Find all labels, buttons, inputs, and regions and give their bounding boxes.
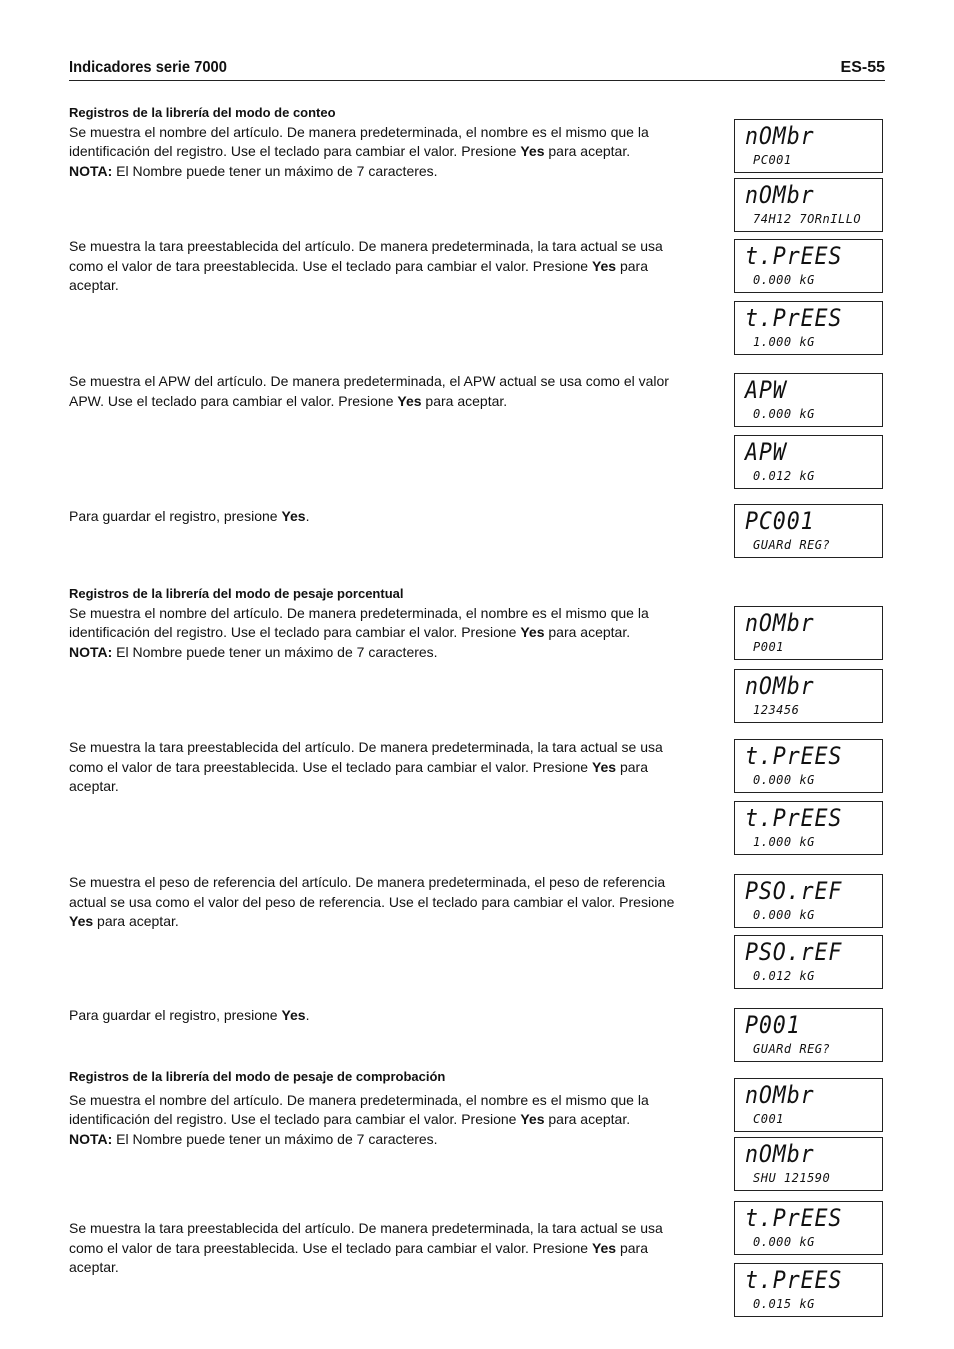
lcd-display — [734, 119, 883, 173]
lcd-sub-text: P001 — [753, 640, 784, 654]
lcd-display — [734, 739, 883, 793]
paragraph-tare: Se muestra la tara preestablecida del artículo. De manera predeterminada, la tara actual se usa como el valor de tara preestablecida. Use el teclado para cambiar el valor. Presione Yes para aceptar. — [69, 238, 663, 293]
lcd-sub-text: PC001 — [753, 153, 792, 167]
lcd-display — [734, 1137, 883, 1191]
lcd-sub-text: 74H12 7ORnILLO — [753, 212, 862, 226]
section-counting-name: Registros de la librería del modo de conteo Se muestra el nombre del artículo. De manera predeterminada, el nombre es el mismo que la identificación del registro. Use el teclado para cambiar el valor. Presione Yes para aceptar. NOTA: El Nombre puede tener un máximo de 7 caracteres. — [69, 103, 697, 181]
lcd-main-text: PC001 — [745, 507, 815, 535]
lcd-main-text: APW — [745, 438, 787, 466]
lcd-main-text: t.PrEES — [745, 304, 843, 332]
lcd-sub-text: 0.012 kG — [753, 969, 815, 983]
page-number: ES-55 — [840, 59, 885, 76]
lcd-main-text: t.PrEES — [745, 804, 843, 832]
paragraph-save: Para guardar el registro, presione Yes. — [69, 1007, 310, 1023]
paragraph-tare: Se muestra la tara preestablecida del artículo. De manera predeterminada, la tara actual se usa como el valor de tara preestablecida. Use el teclado para cambiar el valor. Presione Yes para aceptar. — [69, 1220, 663, 1275]
lcd-display — [734, 435, 883, 489]
lcd-main-text: nOMbr — [745, 181, 815, 209]
lcd-display — [734, 801, 883, 855]
lcd-display — [734, 935, 883, 989]
section-heading: Registros de la librería del modo de pesaje de comprobación — [69, 1069, 446, 1084]
lcd-display — [734, 239, 883, 293]
lcd-main-text: PSO.rEF — [745, 938, 843, 966]
section-check-name: Registros de la librería del modo de pesaje de comprobación Se muestra el nombre del artículo. De manera predeterminada, el nombre es el mismo que la identificación del registro. Use el teclado para cambiar el valor. Presione Yes para aceptar. NOTA: El Nombre puede tener un máximo de 7 caracteres. — [69, 1067, 697, 1149]
lcd-sub-text: 0.000 kG — [753, 273, 815, 287]
paragraph-apw: Se muestra el APW del artículo. De manera predeterminada, el APW actual se usa como el valor APW. Use el teclado para cambiar el valor. Presione Yes para aceptar. — [69, 373, 669, 409]
lcd-main-text: t.PrEES — [745, 242, 843, 270]
lcd-sub-text: GUARd REG? — [753, 1042, 831, 1056]
paragraph-reference-weight: Se muestra el peso de referencia del artículo. De manera predeterminada, el peso de referencia actual se usa como el valor del peso de referencia. Use el teclado para cambiar el valor. Presione Yes para aceptar. — [69, 874, 675, 929]
lcd-main-text: nOMbr — [745, 672, 815, 700]
lcd-main-text: APW — [745, 376, 787, 404]
page-header — [69, 59, 885, 81]
lcd-display — [734, 1078, 883, 1132]
paragraph-save: Para guardar el registro, presione Yes. — [69, 508, 310, 524]
lcd-main-text: t.PrEES — [745, 1204, 843, 1232]
lcd-sub-text: GUARd REG? — [753, 538, 831, 552]
lcd-display — [734, 504, 883, 558]
lcd-display — [734, 874, 883, 928]
section-percent-name: Registros de la librería del modo de pesaje porcentual Se muestra el nombre del artículo. De manera predeterminada, el nombre es el mismo que la identificación del registro. Use el teclado para cambiar el valor. Presione Yes para aceptar. NOTA: El Nombre puede tener un máximo de 7 caracteres. — [69, 584, 697, 662]
lcd-display — [734, 301, 883, 355]
lcd-display — [734, 373, 883, 427]
lcd-main-text: nOMbr — [745, 1140, 815, 1168]
lcd-display — [734, 669, 883, 723]
lcd-sub-text: 1.000 kG — [753, 835, 815, 849]
section-heading: Registros de la librería del modo de pesaje porcentual — [69, 586, 404, 601]
lcd-main-text: nOMbr — [745, 122, 815, 150]
lcd-display — [734, 178, 883, 232]
lcd-sub-text: C001 — [753, 1112, 784, 1126]
section-heading: Registros de la librería del modo de conteo — [69, 105, 336, 120]
lcd-sub-text: 0.000 kG — [753, 1235, 815, 1249]
lcd-main-text: nOMbr — [745, 1081, 815, 1109]
note-label: NOTA: — [69, 643, 113, 660]
lcd-sub-text: 123456 — [753, 703, 800, 717]
lcd-main-text: PSO.rEF — [745, 877, 843, 905]
lcd-sub-text: 0.000 kG — [753, 908, 815, 922]
paragraph-tare: Se muestra la tara preestablecida del artículo. De manera predeterminada, la tara actual se usa como el valor de tara preestablecida. Use el teclado para cambiar el valor. Presione Yes para aceptar. — [69, 739, 663, 794]
lcd-main-text: t.PrEES — [745, 742, 843, 770]
document-title: Indicadores serie 7000 — [69, 59, 227, 76]
lcd-sub-text: 0.012 kG — [753, 469, 815, 483]
lcd-sub-text: 0.015 kG — [753, 1297, 815, 1311]
lcd-sub-text: SHU 121590 — [753, 1171, 831, 1185]
lcd-main-text: t.PrEES — [745, 1266, 843, 1294]
note-label: NOTA: — [69, 1130, 113, 1147]
lcd-sub-text: 1.000 kG — [753, 335, 815, 349]
lcd-display — [734, 1263, 883, 1317]
lcd-display — [734, 1201, 883, 1255]
lcd-sub-text: 0.000 kG — [753, 407, 815, 421]
lcd-display — [734, 606, 883, 660]
lcd-main-text: P001 — [745, 1011, 801, 1039]
lcd-display — [734, 1008, 883, 1062]
lcd-main-text: nOMbr — [745, 609, 815, 637]
note-label: NOTA: — [69, 162, 113, 179]
lcd-sub-text: 0.000 kG — [753, 773, 815, 787]
